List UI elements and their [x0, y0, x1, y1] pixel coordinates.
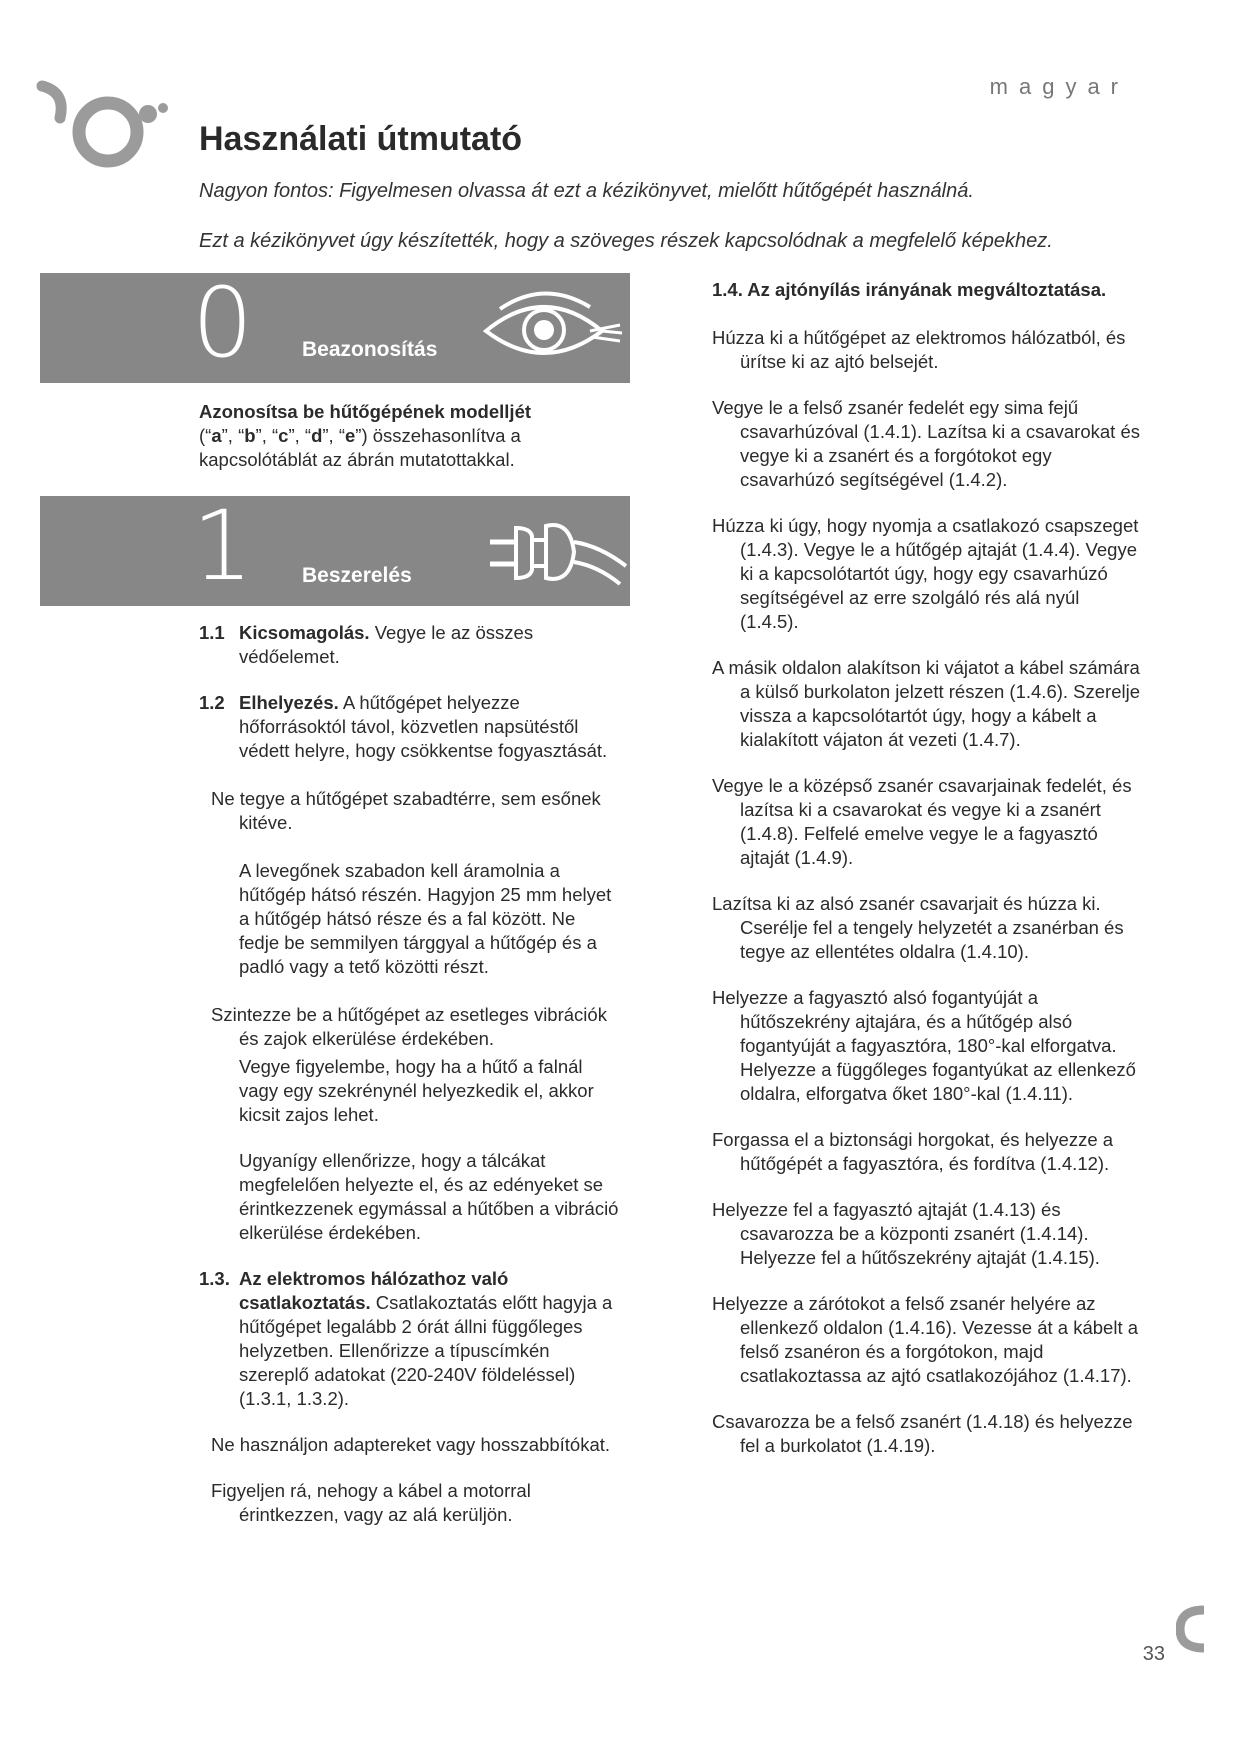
page-edge-mark — [1176, 1604, 1206, 1654]
section-0-banner — [40, 267, 630, 383]
door-step-6: Lazítsa ki az alsó zsanér csavarjait és húzza ki. Cserélje fel a tengely helyzetét a zsanérban és tegye az ellentétes oldalra (1.4.10). — [712, 893, 1124, 962]
item-1-1 — [199, 621, 619, 669]
door-reversal-section — [712, 278, 1142, 1458]
item-1-3 — [199, 1267, 619, 1411]
item-1-2 — [199, 691, 619, 763]
section-0-title: Beazonosítás — [302, 338, 438, 361]
door-step-11: Csavarozza be a felső zsanért (1.4.18) és helyezze fel a burkolatot (1.4.19). — [712, 1411, 1133, 1456]
paragraph-cable: Figyeljen rá, nehogy a kábel a motorral érintkezzen, vagy az alá kerüljön. — [211, 1480, 531, 1525]
item-1-1-number: 1.1 — [199, 622, 225, 643]
item-1-3-number: 1.3. — [199, 1268, 230, 1289]
section-0-intro — [199, 400, 599, 472]
page-title: Használati útmutató — [199, 120, 523, 158]
model-code-b: b — [244, 425, 256, 446]
door-step-5: Vegye le a középső zsanér csavarjainak fedelét, és lazítsa ki a csavarokat és vegye ki a zsanért (1.4.8). Felfelé emelve vegye le a fagyasztó ajtaját (1.4.9). — [712, 775, 1132, 868]
model-code-c: c — [278, 425, 289, 446]
paragraph-wall-noise: Vegye figyelembe, hogy ha a hűtő a falnál vagy egy szekrénynél helyezkedik el, akkor kicsit zajos lehet. — [239, 1056, 594, 1125]
item-1-2-title: Elhelyezés. — [239, 692, 339, 713]
door-step-2: Vegye le a felső zsanér fedelét egy sima fejű csavarhúzóval (1.4.1). Lazítsa ki a csavarokat és vegye ki a zsanért és a forgótokot egy csavarhúzó segítségével (1.4.2). — [712, 397, 1140, 490]
model-code-a: a — [211, 425, 222, 446]
door-step-4: A másik oldalon alakítson ki vájatot a kábel számára a külső burkolaton jelzett részen (1.4.6). Szerelje vissza a kapcsolótartót úgy, hogy a kábelt a kialakított vájaton át vezeti (1.4.7). — [712, 657, 1141, 750]
section-0-number: 0 — [192, 267, 254, 379]
door-step-9: Helyezze fel a fagyasztó ajtaját (1.4.13) és csavarozza be a központi zsanért (1.4.14). Helyezze fel a hűtőszekrény ajtaját (1.4.15). — [712, 1199, 1100, 1268]
item-1-3-title: Az elektromos hálózathoz való csatlakoztatás. — [239, 1268, 509, 1313]
door-step-7: Helyezze a fagyasztó alsó fogantyúját a hűtőszekrény ajtajára, és a hűtőgép alsó fogantyúját a fagyasztóra, 180°-kal elforgatva. Helyezze a függőleges fogantyúkat az ellenkező oldalra, elforgatva őket 180°-kal (1.4.11). — [712, 987, 1136, 1104]
door-step-3: Húzza ki úgy, hogy nyomja a csatlakozó csapszeget (1.4.3). Vegye le a hűtőgép ajtaját (1.4.4). Vegye ki a kapcsolótartót úgy, hogy egy csavarhúzó segítségével az erre szolgáló rés alá nyúl (1.4.5). — [712, 515, 1139, 632]
door-step-1: Húzza ki a hűtőgépet az elektromos hálózatból, és ürítse ki az ajtó belsejét. — [712, 327, 1126, 372]
intro-bold: Azonosítsa be hűtőgépének modelljét — [199, 401, 532, 422]
paragraph-outdoor: Ne tegye a hűtőgépet szabadtérre, sem esőnek kitéve. — [211, 788, 601, 833]
door-reversal-heading: 1.4. Az ajtónyílás irányának megváltoztatása. — [712, 279, 1107, 300]
section-1-title: Beszerelés — [302, 564, 412, 587]
item-1-2-text: A hűtőgépet helyezze hőforrásoktól távol, közvetlen napsütéstől védett helyre, hogy csökkentse fogyasztását. — [239, 692, 608, 761]
plug-icon — [488, 512, 628, 592]
model-code-e: e — [344, 425, 356, 446]
code-separator: ”, “ — [322, 425, 345, 446]
section-1-banner — [40, 490, 630, 606]
eye-icon — [480, 287, 625, 369]
code-separator: ”, “ — [221, 425, 245, 446]
item-1-3-text: Csatlakoztatás előtt hagyja a hűtőgépet legalább 2 órát állni függőleges helyzetben. Ellenőrizze a típuscímkén szereplő adatokat (220-240V földeléssel) (1.3.1, 1.3.2). — [239, 1292, 613, 1409]
item-1-2-number: 1.2 — [199, 692, 225, 713]
code-separator: ”, “ — [255, 425, 279, 446]
paragraph-trays: Ugyanígy ellenőrizze, hogy a tálcákat megfelelően helyezte el, és az edényeket se érintkezzenek egymással a hűtőben a vibráció elkerülése érdekében. — [239, 1150, 619, 1243]
section-1-body — [199, 621, 619, 1527]
subtitle-important: Nagyon fontos: Figyelmesen olvassa át ezt a kézikönyvet, mielőtt hűtőgépét használná. — [199, 180, 974, 202]
page-number: 33 — [1142, 1643, 1165, 1665]
brand-logo — [36, 78, 176, 178]
door-step-8: Forgassa el a biztonsági horgokat, és helyezze a hűtőgépét a fagyasztóra, és fordítva (1.4.12). — [712, 1129, 1114, 1174]
intro-rest: ”) összehasonlítva a kapcsolótáblát az ábrán mutatottakkal. — [199, 425, 521, 470]
language-label: magyar — [989, 74, 1129, 99]
door-step-10: Helyezze a zárótokot a felső zsanér helyére az ellenkező oldalon (1.4.16). Vezesse át a kábelt a felső zsanéron és a forgótokon, majd csatlakoztassa az ajtó csatlakozójához (1.4.17). — [712, 1293, 1139, 1386]
subtitle-note: Ezt a kézikönyvet úgy készítették, hogy a szöveges részek kapcsolódnak a megfelelő képekhez. — [199, 230, 1053, 252]
section-1-number: 1 — [192, 490, 254, 602]
paragraph-adapters: Ne használjon adaptereket vagy hosszabbítókat. — [211, 1434, 611, 1455]
paragraph-level: Szintezze be a hűtőgépet az esetleges vibrációk és zajok elkerülése érdekében. — [211, 1004, 607, 1049]
code-separator: ”, “ — [288, 425, 312, 446]
model-code-d: d — [311, 425, 323, 446]
item-1-1-text: Vegye le az összes védőelemet. — [239, 622, 534, 667]
paragraph-air-flow: A levegőnek szabadon kell áramolnia a hűtőgép hátsó részén. Hagyjon 25 mm helyet a hűtőgép hátsó része és a fal között. Ne fedje be semmilyen tárggyal a hűtőgép és a padló vagy a tető közötti részt. — [239, 860, 612, 977]
quote-open: (“ — [199, 425, 212, 446]
item-1-1-title: Kicsomagolás. — [239, 622, 370, 643]
